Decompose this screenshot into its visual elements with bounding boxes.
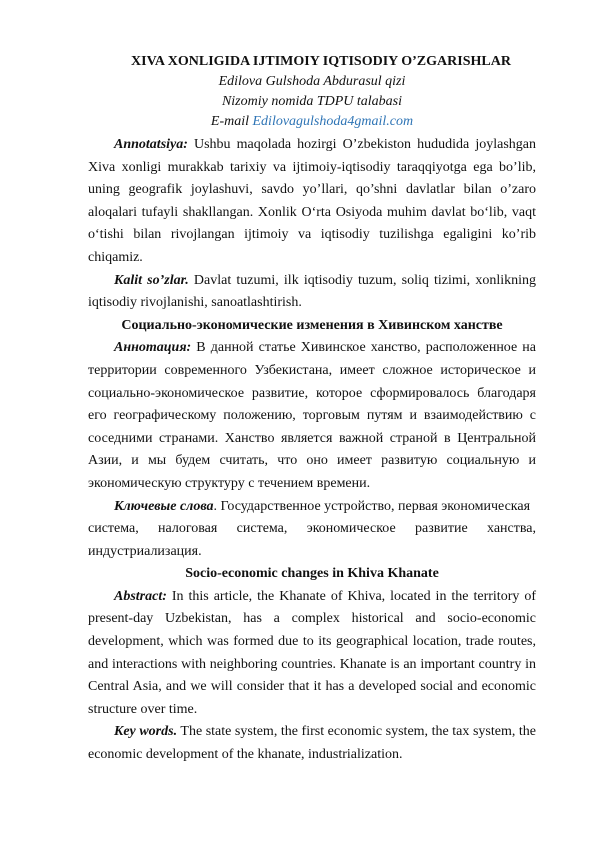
- author-email: [88, 112, 536, 132]
- author-affiliation: Nizomiy nomida TDPU talabasi: [221, 94, 403, 109]
- keywords-en: [88, 721, 536, 766]
- keywords-ru: [88, 496, 536, 519]
- keywords-ru-line2: система, налоговая система, экономическое развитие ханства,: [88, 521, 536, 537]
- email-label: E-mail: [210, 114, 253, 129]
- keywords-en-label: Key words.: [114, 724, 178, 740]
- keywords-en-text: The state system, the first economic system, the tax system, the economic development of the khanate, industrialization.: [88, 724, 537, 763]
- title-en: Socio-economic changes in Khiva Khanate: [185, 566, 439, 582]
- abstract-uz-text: Ushbu maqolada hozirgi O’zbekiston hududida joylashgan Xiva xonligi murakkab tarixiy va ijtimoiy-iqtisodiy taraqqiyotga ega bo’lib, uning geografik joylashuvi, savdo yo’llari, qo’shni davlatlar bilan o’zaro aloqalari tufayli shakllangan. Xonlik O‘rta Osiyoda muhim davlat bo‘lib, vaqt o‘tishi bilan rivojlangan ijtimoiy va iqtisodiy tuzilishga egaligini ko’rib chiqamiz.: [88, 137, 536, 265]
- abstract-en: [88, 586, 536, 722]
- keywords-ru-label: Ключевые слова: [114, 498, 214, 514]
- keywords-uz-text: Davlat tuzumi, ilk iqtisodiy tuzum, soliq tizimi, xonlikning iqtisodiy rivojlanishi, sanoatlashtirish.: [88, 272, 536, 311]
- keywords-ru-line3: индустриализация.: [88, 543, 202, 559]
- abstract-ru-text: В данной статье Хивинское ханство, расположенное на территории современного Узбекистана, имеет сложное историческое и социально-экономическое развитие, которое сформировалось благодаря его географическому положению, торговым путям и взаимодействию с соседними странами. Ханство является важной страной в Центральной Азии, и мы будем считать, что оно имеет развитую социальную и экономическую структуру с течением времени.: [88, 340, 536, 491]
- abstract-uz-label: Annotatsiya:: [114, 137, 188, 152]
- keywords-uz: [88, 270, 536, 315]
- paper-title: XIVA XONLIGIDA IJTIMOIY IQTISODIY O’ZGARISHLAR: [131, 54, 511, 69]
- author-name: Edilova Gulshoda Abdurasul qizi: [218, 74, 406, 89]
- abstract-en-label: Abstract:: [114, 588, 167, 604]
- abstract-uz: [88, 134, 536, 270]
- abstract-en-text: In this article, the Khanate of Khiva, located in the territory of present-day Uzbekistan, has a complex historical and socio-economic development, which was formed due to its geographical location, trade routes, and interactions with neighboring countries. Khanate is an important country in Central Asia, and we will consider that it has a developed social and economic structure over time.: [88, 588, 536, 717]
- email-link[interactable]: Edilovagulshoda4gmail.com: [252, 114, 414, 129]
- keywords-uz-label: Kalit so’zlar.: [114, 272, 189, 288]
- abstract-ru: [88, 337, 536, 495]
- abstract-ru-label: Аннотация:: [114, 340, 192, 356]
- keywords-ru-line1: . Государственное устройство, первая экономическая: [213, 498, 531, 514]
- paper-page: [88, 52, 536, 767]
- title-ru: Социально-экономические изменения в Хивинском ханстве: [121, 317, 503, 333]
